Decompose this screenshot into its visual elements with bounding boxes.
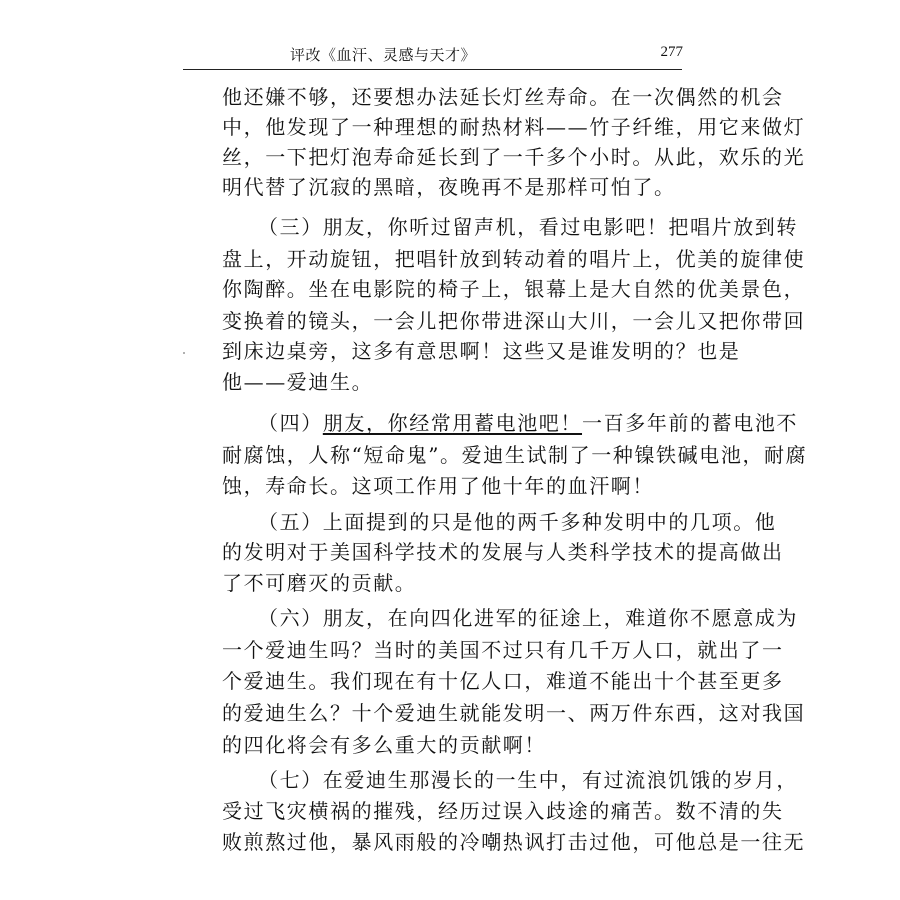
underlined-text: 朋友，你经常用蓄电池吧！ bbox=[322, 411, 583, 435]
text-line: 一个爱迪生吗？当时的美国不过只有几千万人口，就出了一 bbox=[222, 638, 784, 662]
text-line: 了不可磨灭的贡献。 bbox=[222, 571, 417, 595]
text-line: 变换着的镜头，一会儿把你带进深山大川，一会儿又把你带回 bbox=[222, 309, 806, 333]
text-line: （五）上面提到的只是他的两千多种发明中的几项。他 bbox=[258, 510, 777, 534]
text-line: 蚀，寿命长。这项工作用了他十年的血汗啊！ bbox=[222, 474, 654, 498]
text-line: 的发明对于美国科学技术的发展与人类科学技术的提高做出 bbox=[222, 540, 784, 564]
text-line: 中，他发现了一种理想的耐热材料——竹子纤维，用它来做灯 bbox=[222, 115, 806, 139]
text-line: （六）朋友，在向四化进军的征途上，难道你不愿意成为 bbox=[258, 606, 798, 630]
text-line: 的四化将会有多么重大的贡献啊！ bbox=[222, 733, 546, 757]
text-line: 耐腐蚀，人称“短命鬼”。爱迪生试制了一种镍铁碱电池，耐腐 bbox=[222, 443, 808, 467]
text-segment: 一百多年前的蓄电池不 bbox=[582, 411, 799, 435]
text-line: 他——爱迪生。 bbox=[222, 370, 374, 394]
text-line: 的爱迪生么？十个爱迪生就能发明一、两万件东西，这对我国 bbox=[222, 701, 806, 725]
text-line: 败煎熬过他，暴风雨般的冷嘲热讽打击过他，可他总是一往无 bbox=[222, 830, 806, 854]
text-line bbox=[222, 408, 798, 438]
text-segment: （四） bbox=[258, 411, 323, 435]
header-rule bbox=[183, 69, 682, 70]
text-line: 受过飞灾横祸的摧残，经历过误入歧途的痛苦。数不清的失 bbox=[222, 799, 784, 823]
text-line: 盘上，开动旋钮，把唱针放到转动着的唱片上，优美的旋律使 bbox=[222, 247, 806, 271]
page-number: 277 bbox=[660, 44, 683, 60]
text-line: 你陶醉。坐在电影院的椅子上，银幕上是大自然的优美景色， bbox=[222, 277, 806, 301]
text-line: 丝，一下把灯泡寿命延长到了一千多个小时。从此，欢乐的光 bbox=[222, 145, 806, 169]
running-title: 评改《血汗、灵感与天才》 bbox=[289, 46, 476, 64]
text-line: 明代替了沉寂的黑暗，夜晚再不是那样可怕了。 bbox=[222, 175, 676, 199]
text-line: 到床边桌旁，这多有意思啊！这些又是谁发明的？也是 bbox=[222, 339, 741, 363]
text-line: 他还嫌不够，还要想办法延长灯丝寿命。在一次偶然的机会 bbox=[222, 85, 784, 109]
margin-speck bbox=[183, 352, 185, 354]
running-header bbox=[183, 42, 683, 68]
text-line: （七）在爱迪生那漫长的一生中，有过流浪饥饿的岁月， bbox=[258, 768, 798, 792]
text-line: 个爱迪生。我们现在有十亿人口，难道不能出十个甚至更多 bbox=[222, 669, 784, 693]
text-line: （三）朋友，你听过留声机，看过电影吧！把唱片放到转 bbox=[258, 215, 798, 239]
